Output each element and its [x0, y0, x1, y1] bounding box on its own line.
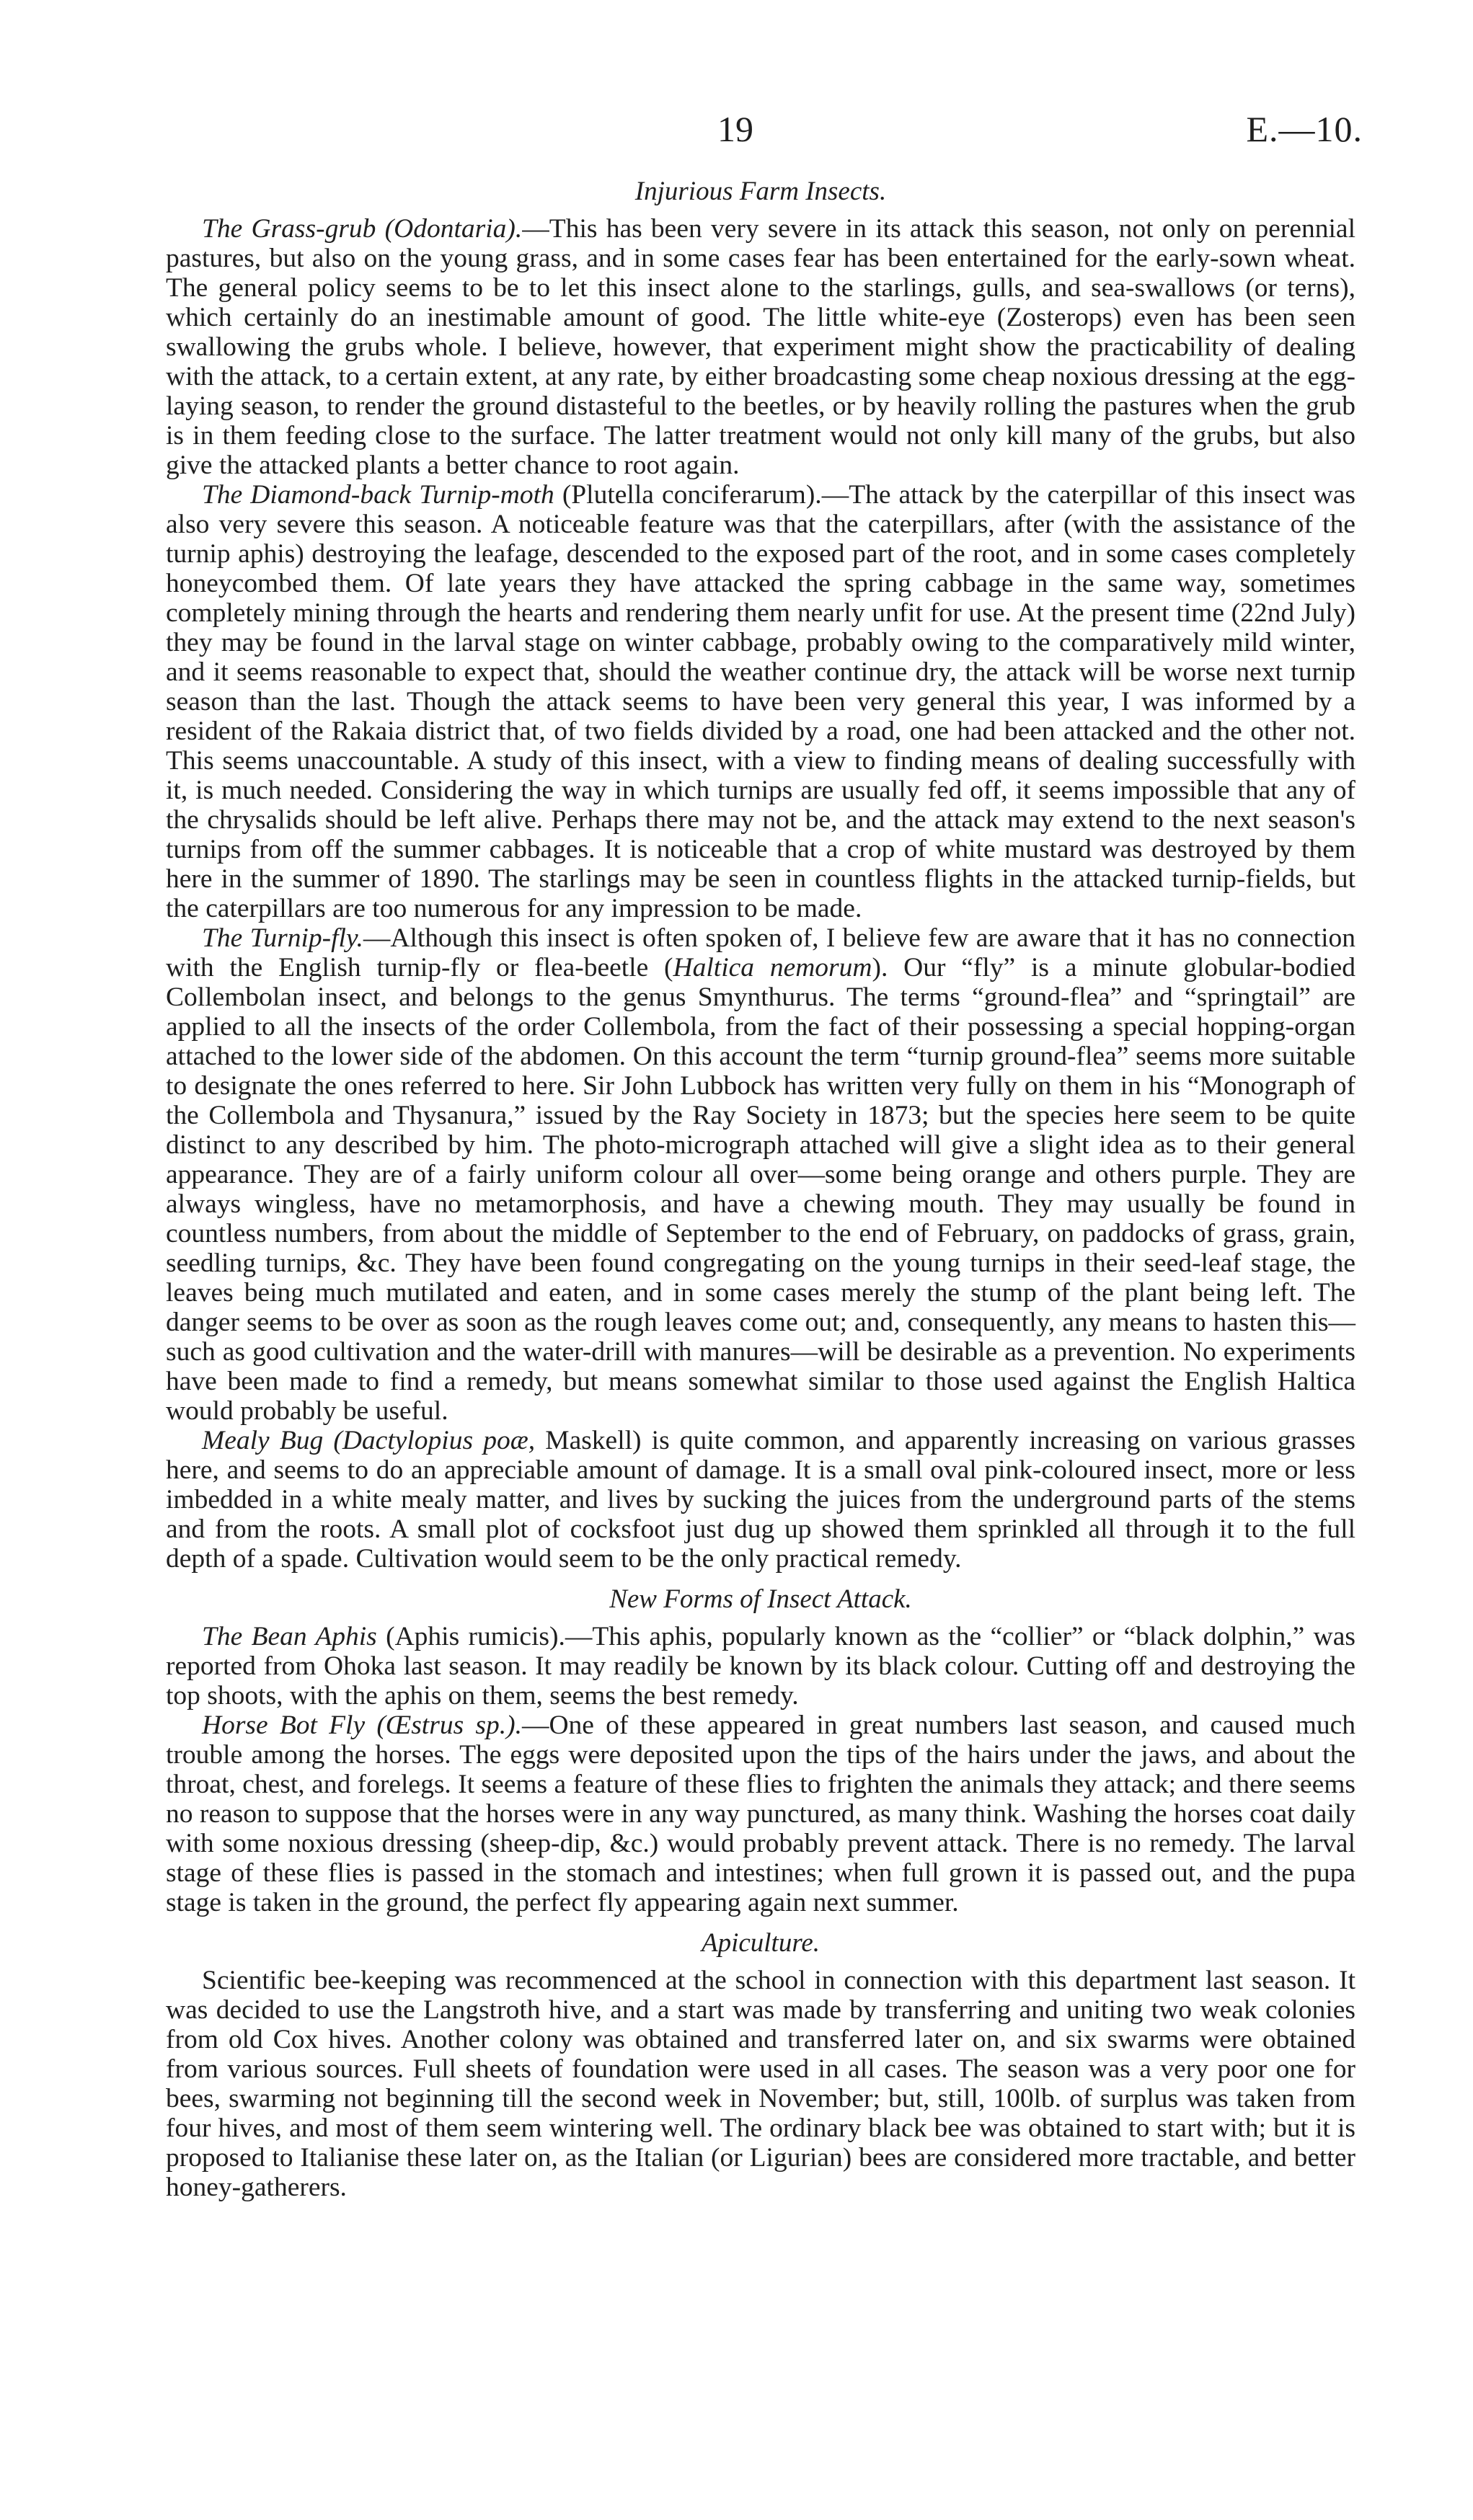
paragraph-bean-aphis	[166, 1622, 1355, 1711]
paragraph-horse-bot-fly	[166, 1711, 1355, 1917]
paragraph-lead: The Bean Aphis	[202, 1622, 377, 1651]
section-heading-apiculture: Apiculture.	[701, 1928, 820, 1958]
page-number: 19	[717, 109, 753, 149]
paragraph-apiculture	[166, 1966, 1355, 2202]
paragraph-text: —The attack by the caterpillar of this insect was also very severe this season. A noticeable feature was that the caterpillars, after (with the assistance of the turnip aphis) destroying the leafage, descended to the exposed part of the root, and in some cases completely honeycombed them. Of late years they have attacked the spring cabbage in the same way, sometimes completely mining through the hearts and rendering them nearly unfit for use. At the present time (22nd July) they may be found in the larval stage on winter cabbage, probably owing to the comparatively mild winter, and it seems reasonable to expect that, should the weather continue dry, the attack will be worse next turnip season than the last. Though the attack seems to have been very general this year, I was informed by a resident of the Rakaia district that, of two fields divided by a road, one had been attacked and the other not. This seems unaccountable. A study of this insect, with a view to finding means of dealing successfully with it, is much needed. Considering the way in which turnips are usually fed off, it seems impossible that any of the chrysalids should be left alive. Perhaps there may not be, and the attack may extend to the next season's turnips from off the summer cabbages. It is noticeable that a crop of white mustard was destroyed by them here in the summer of 1890. The starlings may be seen in countless flights in the attacked turnip-fields, but the caterpillars are too numerous for any impression to be made.	[166, 480, 1355, 923]
page-header	[166, 108, 1363, 166]
paragraph-grass-grub	[166, 214, 1355, 480]
paragraph-turnip-fly	[166, 923, 1355, 1426]
paragraph-text: —This has been very severe in its attack this season, not only on perennial pastures, but also on the young grass, and in some cases fear has been entertained for the early-sown wheat. The general policy seems to be to let this insect alone to the starlings, gulls, and sea-swallows (or terns), which certainly do an inestimable amount of good. The little white-eye (Zosterops) even has been seen swallowing the grubs whole. I believe, however, that experiment might show the practicability of dealing with the attack, to a certain extent, at any rate, by either broadcasting some cheap noxious dressing at the egg-laying season, to render the ground distasteful to the beetles, or by heavily rolling the pastures when the grub is in them feeding close to the surface. The latter treatment would not only kill many of the grubs, but also give the attacked plants a better chance to root again.	[166, 214, 1355, 480]
paragraph-lead: Mealy Bug (Dactylopius poæ,	[202, 1426, 536, 1455]
paragraph-diamond-back-moth	[166, 480, 1355, 923]
paragraph-lead: Horse Bot Fly (Œstrus sp.).	[202, 1711, 522, 1740]
paragraph-lead: The Grass-grub (Odontaria).	[202, 214, 523, 244]
paragraph-text: —Although this insect is often spoken of, I believe few are aware that it has no connection with the English turnip-fly or flea-beetle (	[166, 923, 1355, 982]
document-page	[166, 108, 1363, 2202]
paragraph-mealy-bug	[166, 1426, 1355, 1574]
paragraph-text: —This aphis, popularly known as the “collier” or “black dolphin,” was reported from Ohoka last season. It may readily be known by its black colour. Cutting off and destroying the top shoots, with the aphis on them, seems the best remedy.	[166, 1622, 1355, 1711]
paragraph-text: —One of these appeared in great numbers last season, and caused much trouble among the horses. The eggs were deposited upon the tips of the hairs under the jaws, and about the throat, chest, and forelegs. It seems a feature of these flies to frighten the animals they attack; and there seems no reason to suppose that the horses were in any way punctured, as many think. Washing the horses coat daily with some noxious dressing (sheep-dip, &c.) would probably prevent attack. There is no remedy. The larval stage of these flies is passed in the stomach and intestines; when full grown it is passed out, and the pupa stage is taken in the ground, the perfect fly appearing again next summer.	[166, 1711, 1356, 1917]
paragraph-lead-scientific: (Plutella conciferarum).	[554, 480, 822, 510]
paragraph-text: is quite common, and apparently increasing on various grasses here, and seems to do an appreciable amount of damage. It is a small oval pink-coloured insect, more or less imbedded in a white mealy matter, and lives by sucking the juices from the underground parts of the stems and from the roots. A small plot of cocksfoot just dug up showed them sprinkled all through it to the full depth of a spade. Cultivation would seem to be the only practical remedy.	[166, 1426, 1355, 1574]
paragraph-lead: The Diamond-back Turnip-moth	[202, 480, 554, 510]
document-reference: E.—10.	[1246, 109, 1363, 149]
section-heading-new-forms: New Forms of Insect Attack.	[609, 1584, 912, 1614]
paragraph-text: Scientific bee-keeping was recommenced at the school in connection with this department last season. It was decided to use the Langstroth hive, and a start was made by transferring and uniting two weak colonies from old Cox hives. Another colony was obtained and transferred later on, and six swarms were obtained from various sources. Full sheets of foundation were used in all cases. The season was a very poor one for bees, swarming not beginning till the second week in November; but, still, 100lb. of surplus was taken from four hives, and most of them seem wintering well. The ordinary black bee was obtained to start with; but it is proposed to Italianise these later on, as the Italian (or Ligurian) bees are considered more tractable, and better honey-gatherers.	[166, 1966, 1355, 2202]
paragraph-lead: The Turnip-fly.	[202, 923, 363, 953]
paragraph-lead-scientific: (Aphis rumicis).	[376, 1622, 565, 1651]
paragraph-text-continued: ). Our “fly” is a minute globular-bodied Collembolan insect, and belongs to the genus Smynthurus. The terms “ground-flea” and “springtail” are applied to all the insects of the order Collembola, from the fact of their possessing a special hopping-organ attached to the lower side of the abdomen. On this account the term “turnip ground-flea” seems more suitable to designate the ones referred to here. Sir John Lubbock has written very fully on them in his “Monograph of the Collembola and Thysanura,” issued by the Ray Society in 1873; but the species here seem to be quite distinct to any described by him. The photo-micrograph attached will give a slight idea as to their general appearance. They are of a fairly uniform colour all over—some being orange and others purple. They are always wingless, have no metamorphosis, and have a chewing mouth. They may usually be found in countless numbers, from about the middle of September to the end of February, on paddocks of grass, grain, seedling turnips, &c. They have been found congregating on the young turnips in their seed-leaf stage, the leaves being much mutilated and eaten, and in some cases merely the stump of the plant being left. The danger seems to be over as soon as the rough leaves come out; and, consequently, any means to hasten this—such as good cultivation and the water-drill with manures—will be desirable as a prevention. No experiments have been made to find a remedy, but means somewhat similar to those used against the English Haltica would probably be useful.	[166, 953, 1355, 1426]
section-heading-injurious-farm-insects: Injurious Farm Insects.	[634, 177, 887, 206]
paragraph-lead-scientific: Maskell)	[535, 1426, 642, 1455]
paragraph-italic-species: Haltica nemorum	[673, 953, 872, 982]
